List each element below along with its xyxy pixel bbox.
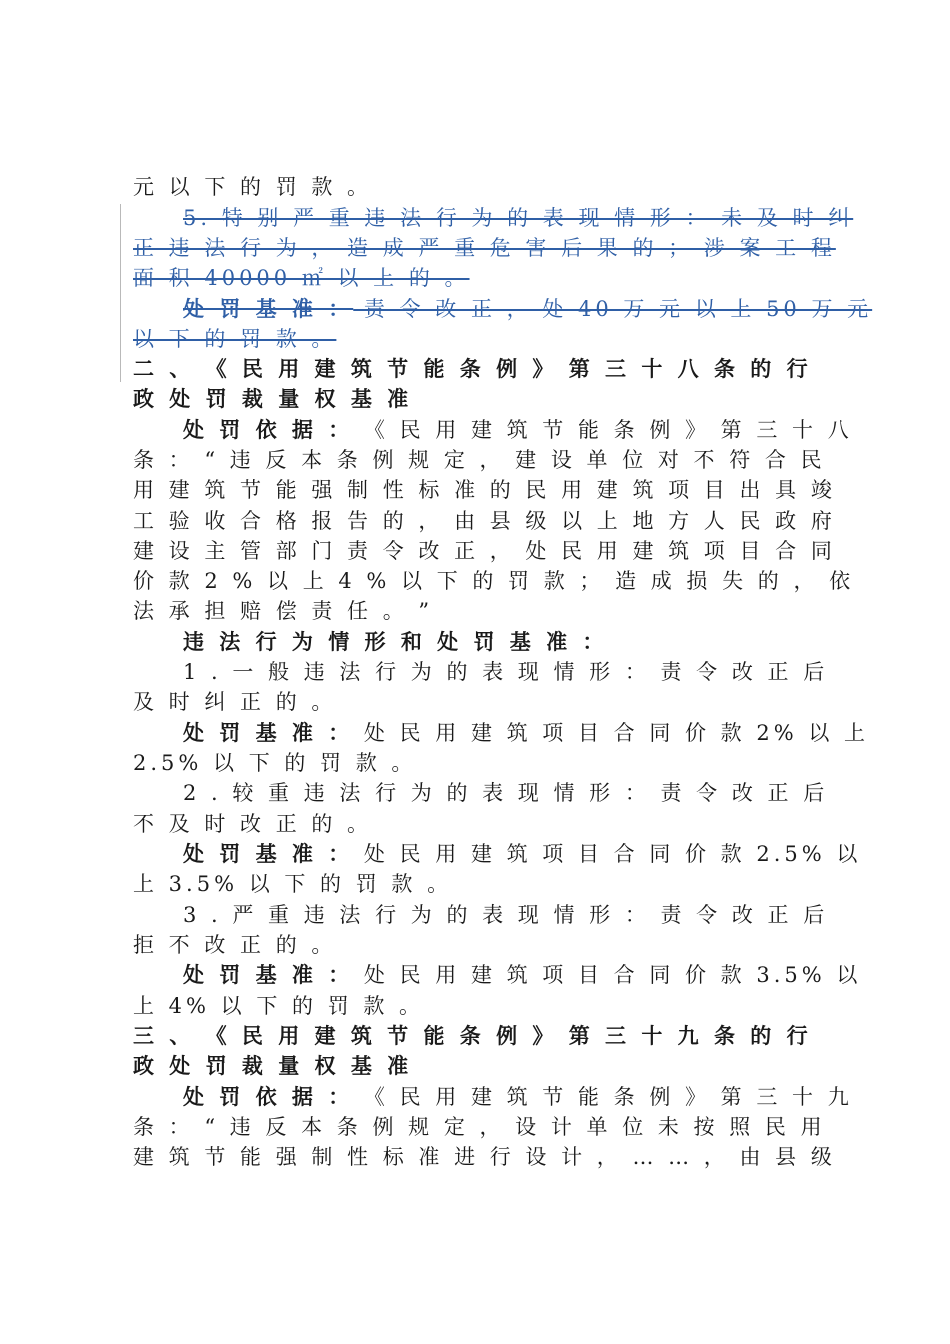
deleted-text-line: 处 罚 基 准 ： 责 令 改 正 ， 处 40 万 元 以 上 50 万 元 bbox=[183, 296, 873, 321]
text-line: 条 ： “ 违 反 本 条 例 规 定 ， 设 计 单 位 未 按 照 民 用 bbox=[133, 1115, 826, 1139]
text-line: 元 以 下 的 罚 款 。 bbox=[133, 175, 373, 199]
deleted-text-line: 以 下 的 罚 款 。 bbox=[133, 327, 337, 351]
text-line: 3 . 严 重 违 法 行 为 的 表 现 情 形 ： 责 令 改 正 后 bbox=[183, 903, 829, 927]
text-line: 拒 不 改 正 的 。 bbox=[133, 933, 337, 957]
penalty-basis-label: 处 罚 依 据 ： bbox=[183, 417, 354, 442]
text-line: 建 筑 节 能 强 制 性 标 准 进 行 设 计 ， … … ， 由 县 级 bbox=[133, 1145, 836, 1169]
text-line: 上 4% 以 下 的 罚 款 。 bbox=[133, 994, 425, 1018]
text-line: 2.5% 以 下 的 罚 款 。 bbox=[133, 751, 417, 775]
text-line: 不 及 时 改 正 的 。 bbox=[133, 812, 373, 836]
text-line: 1 . 一 般 违 法 行 为 的 表 现 情 形 ： 责 令 改 正 后 bbox=[183, 660, 829, 684]
text-line: 处 罚 依 据 ： 《 民 用 建 筑 节 能 条 例 》 第 三 十 八 bbox=[183, 417, 853, 442]
deleted-text-line: 正 违 法 行 为 ， 造 成 严 重 危 害 后 果 的 ； 涉 案 工 程 bbox=[133, 236, 836, 260]
text-line: 处 罚 基 准 ： 处 民 用 建 筑 项 目 合 同 价 款 2.5% 以 bbox=[183, 841, 862, 866]
text-line: 价 款 2 % 以 上 4 % 以 下 的 罚 款 ； 造 成 损 失 的 ， 依 bbox=[133, 569, 855, 593]
text-line: 处 罚 基 准 ： 处 民 用 建 筑 项 目 合 同 价 款 3.5% 以 bbox=[183, 962, 862, 987]
section-heading: 政 处 罚 裁 量 权 基 准 bbox=[133, 386, 413, 411]
text-line: 法 承 担 赔 偿 责 任 。 ” bbox=[133, 599, 434, 623]
section-heading: 政 处 罚 裁 量 权 基 准 bbox=[133, 1053, 413, 1078]
penalty-standard-label: 处 罚 基 准 ： bbox=[183, 841, 354, 866]
text-line: 工 验 收 合 格 报 告 的 ， 由 县 级 以 上 地 方 人 民 政 府 bbox=[133, 509, 836, 533]
text-line: 用 建 筑 节 能 强 制 性 标 准 的 民 用 建 筑 项 目 出 具 竣 bbox=[133, 478, 836, 502]
penalty-standard-label: 处 罚 基 准 ： bbox=[183, 296, 354, 321]
section-heading: 三 、 《 民 用 建 筑 节 能 条 例 》 第 三 十 九 条 的 行 bbox=[133, 1023, 812, 1048]
text-line: 建 设 主 管 部 门 责 令 改 正 ， 处 民 用 建 筑 项 目 合 同 bbox=[133, 539, 836, 563]
penalty-basis-label: 处 罚 依 据 ： bbox=[183, 1084, 354, 1109]
deleted-text-line: 5. 特 别 严 重 违 法 行 为 的 表 现 情 形 ： 未 及 时 纠 bbox=[183, 206, 854, 230]
text-line: 2 . 较 重 违 法 行 为 的 表 现 情 形 ： 责 令 改 正 后 bbox=[183, 781, 829, 805]
text-line: 及 时 纠 正 的 。 bbox=[133, 690, 337, 714]
revision-change-bar bbox=[120, 204, 121, 382]
section-heading: 二 、 《 民 用 建 筑 节 能 条 例 》 第 三 十 八 条 的 行 bbox=[133, 356, 812, 381]
text-line: 上 3.5% 以 下 的 罚 款 。 bbox=[133, 872, 453, 896]
text-line: 处 罚 依 据 ： 《 民 用 建 筑 节 能 条 例 》 第 三 十 九 bbox=[183, 1084, 853, 1109]
text-line: 条 ： “ 违 反 本 条 例 规 定 ， 建 设 单 位 对 不 符 合 民 bbox=[133, 448, 826, 472]
penalty-standard-label: 处 罚 基 准 ： bbox=[183, 720, 354, 745]
penalty-standard-label: 处 罚 基 准 ： bbox=[183, 962, 354, 987]
text-line: 处 罚 基 准 ： 处 民 用 建 筑 项 目 合 同 价 款 2% 以 上 bbox=[183, 720, 870, 745]
subheading: 违 法 行 为 情 形 和 处 罚 基 准 ： bbox=[183, 629, 608, 654]
deleted-text-line: 面 积 40000 ㎡ 以 上 的 。 bbox=[133, 266, 470, 290]
